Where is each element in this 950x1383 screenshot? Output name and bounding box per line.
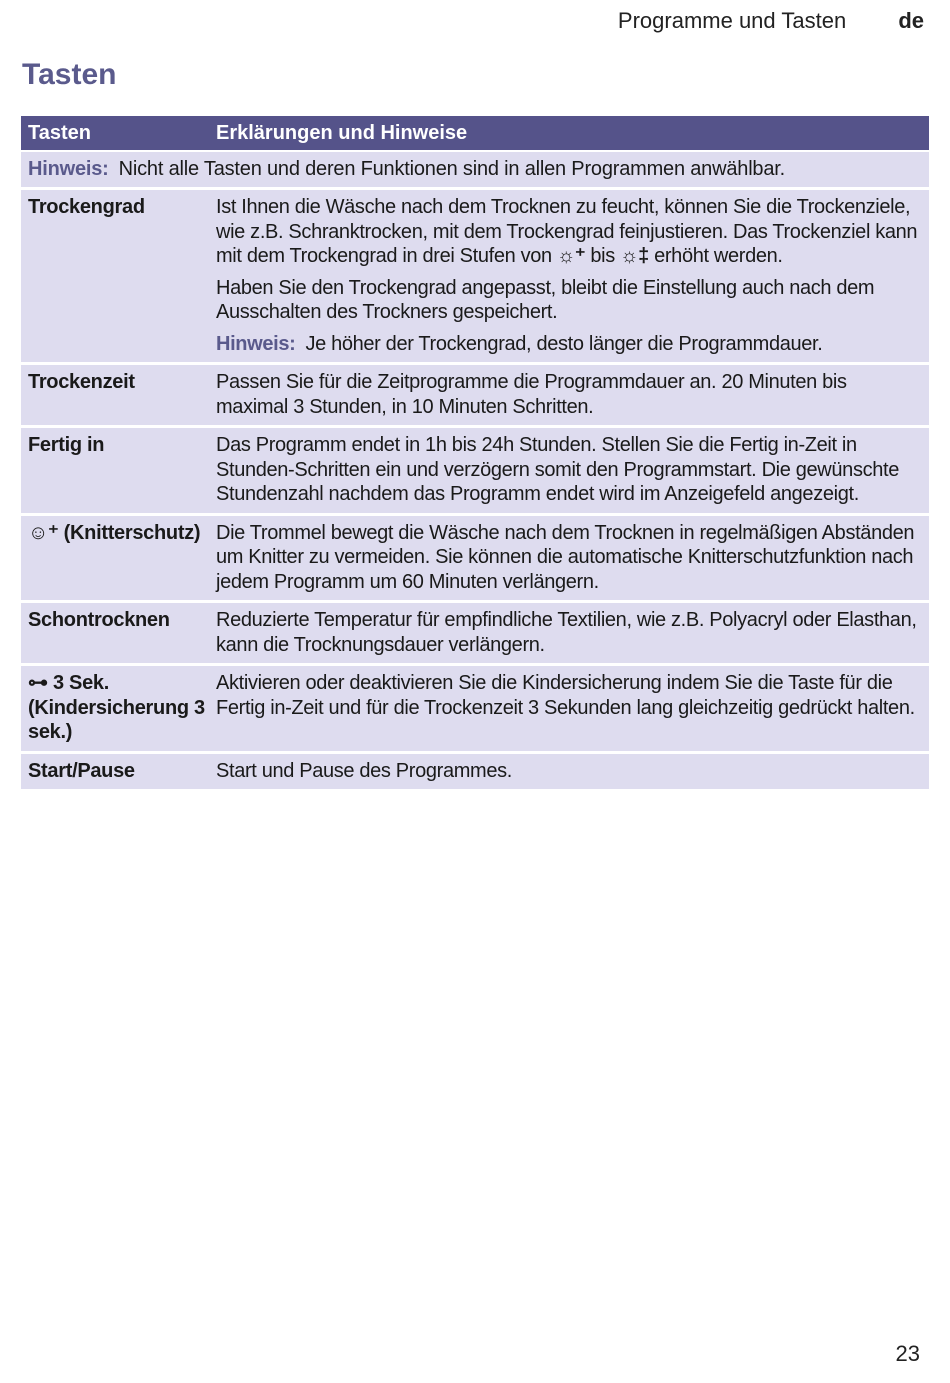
table-row [21,513,929,601]
column-header-keys: Tasten [28,121,91,144]
desc-schontrocknen: Reduzierte Temperatur für empfindliche Textilien, wie z.B. Polyacryl oder Elasthan, kann die Trocknungsdauer verlängern. [216,609,917,656]
table-row [21,600,929,663]
text: bis [585,245,621,267]
key-kindersicherung [21,671,216,745]
table-row [21,187,929,362]
language-tag: de [898,8,924,33]
hint-text: Je höher der Trockengrad, desto länger die Programmdauer. [305,332,823,355]
anti-crease-icon: ☺⁺ [28,521,59,544]
paragraph: Haben Sie den Trockengrad angepasst, bleibt die Einstellung auch nach dem Ausschalten des Trockners gespeichert. [216,276,875,323]
note-text: Nicht alle Tasten und deren Funktionen sind in allen Programmen anwählbar. [118,158,785,180]
note-label: Hinweis: [28,158,109,180]
table-row [21,751,929,790]
table-header [21,116,929,150]
dryness-low-icon: ☼⁺ [556,245,586,267]
desc-kindersicherung: Aktivieren oder deaktivieren Sie die Kindersicherung indem Sie die Taste für die Fertig in-Zeit und für die Trockenzeit 3 Sekunden lang gleichzeitig gedrückt halten. [216,672,915,719]
key-schontrocknen: Schontrocknen [28,609,170,631]
page-number: 23 [895,1341,920,1366]
table-row [21,663,929,751]
key-trockenzeit: Trockenzeit [28,371,135,393]
hint-label: Hinweis: [216,332,296,355]
key-start-pause: Start/Pause [28,759,135,782]
key-fertig-in: Fertig in [28,434,105,456]
general-note-row [21,150,929,187]
page-title: Tasten [22,58,117,91]
desc-trockenzeit: Passen Sie für die Zeitprogramme die Programmdauer an. 20 Minuten bis maximal 3 Stunden, in 10 Minuten Schritten. [216,371,847,418]
text: Ist Ihnen die Wäsche nach dem Trocknen zu feucht, können Sie die Trockenziele, wie z.B. Schranktrocken, mit dem Trockengrad feinjustieren. Das Trockenziel kann mit dem Trockengrad in drei Stufen von [216,196,918,267]
paragraph [216,195,922,269]
desc-fertig-in: Das Programm endet in 1h bis 24h Stunden. Stellen Sie die Fertig in-Zeit in Stunden-Schritten ein und verzögern somit den Programmstart. Die gewünschte Stundenzahl nachdem das Programm endet wird im Anzeigefeld angezeigt. [216,434,899,505]
hint-paragraph [216,332,922,357]
buttons-table [21,116,929,789]
section-title: Programme und Tasten [617,8,847,33]
table-row [21,362,929,425]
key-label: (Knitterschutz) [63,521,201,544]
key-label: 3 Sek. (Kindersicherung 3 sek.) [28,672,205,743]
desc-trockengrad [216,195,928,356]
column-header-explanations: Erklärungen und Hinweise [216,121,468,144]
key-trockengrad: Trockengrad [28,196,145,218]
key-knitterschutz [21,521,216,595]
desc-knitterschutz: Die Trommel bewegt die Wäsche nach dem Trocknen in regelmäßigen Abständen um Knitter zu vermeiden. Sie können die automatische Knitterschutzfunktion nach jedem Programm um 60 Minuten verlängern. [216,521,915,593]
key-lock-icon: ⊶ [28,672,48,694]
table-row [21,425,929,513]
text: erhöht werden. [648,245,783,267]
desc-start-pause: Start und Pause des Programmes. [216,759,512,782]
running-header [618,8,924,34]
dryness-high-icon: ☼‡ [620,245,649,267]
